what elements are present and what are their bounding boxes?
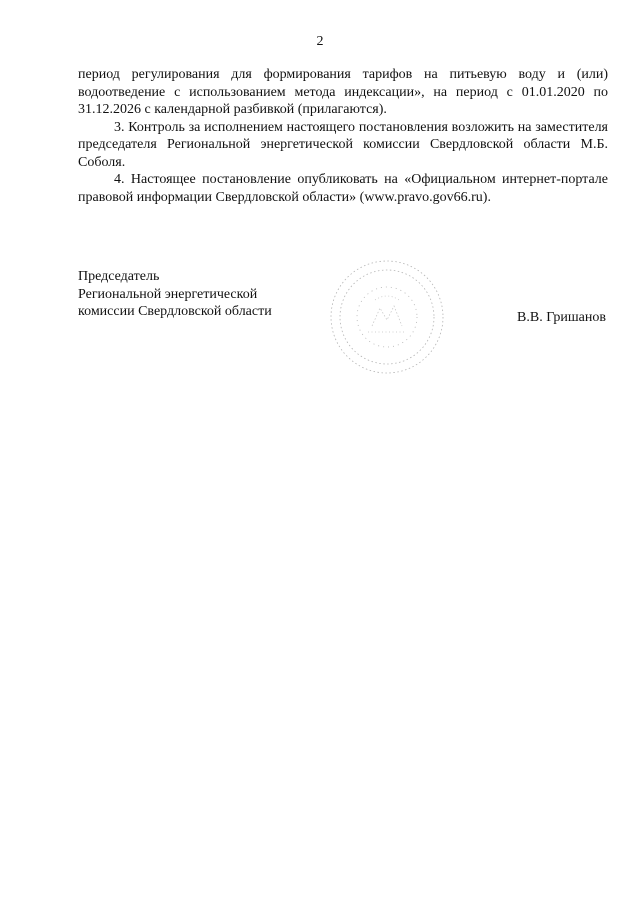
- signatory-position: [78, 268, 318, 321]
- document-body: [78, 66, 608, 206]
- page-number: 2: [316, 34, 324, 49]
- position-organization-region: комиссии Свердловской области: [78, 304, 272, 319]
- position-organization: Региональной энергетической: [78, 286, 258, 302]
- position-title: Председатель: [78, 269, 160, 284]
- seal-stamp-icon: [328, 258, 446, 376]
- paragraph-publication: 4. Настоящее постановление опубликовать на «Официальном интернет-портале правовой информации Свердловской области» (www.pravo.gov66.ru).: [78, 172, 608, 205]
- paragraph-tariff-period: период регулирования для формирования тарифов на питьевую воду и (или) водоотведение с использованием метода индексации», на период с 01.01.2020 по 31.12.2026 с календарной разбивкой (прилагаются).: [78, 67, 608, 117]
- paragraph-control: 3. Контроль за исполнением настоящего постановления возложить на заместителя председателя Региональной энергетической комиссии Свердловской области М.Б. Соболя.: [78, 119, 608, 170]
- signer-name: В.В. Гришанов: [517, 310, 606, 325]
